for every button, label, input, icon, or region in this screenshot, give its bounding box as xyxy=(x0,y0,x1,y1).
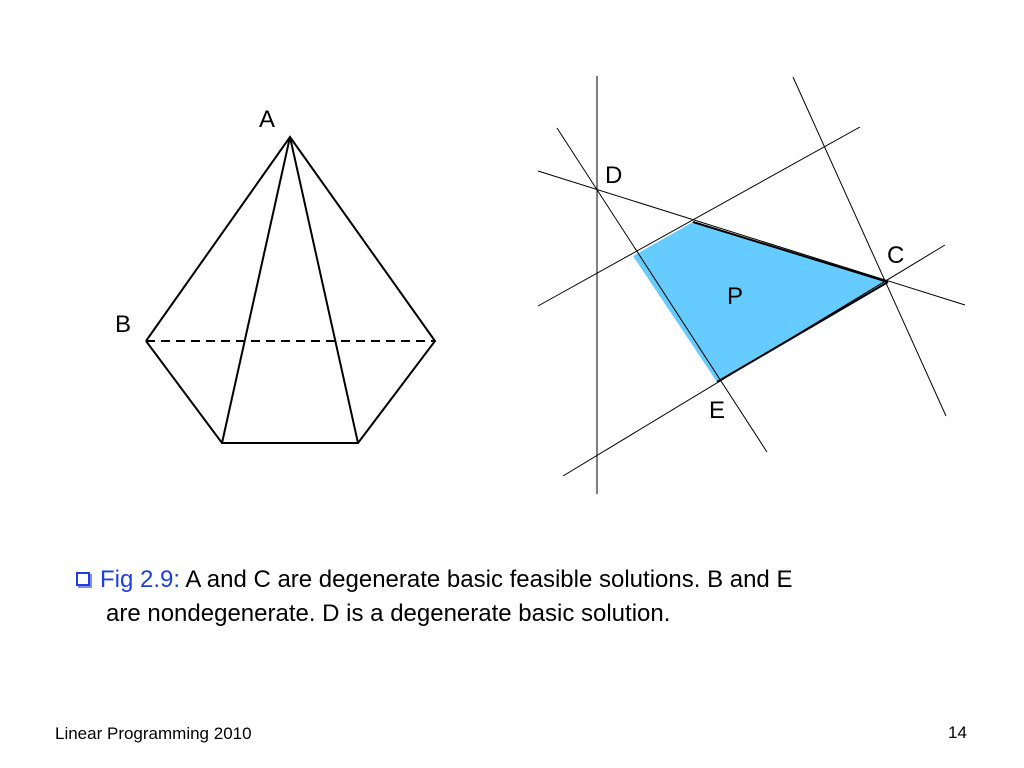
page-number: 14 xyxy=(948,723,967,742)
figure-reference: Fig 2.9: xyxy=(100,566,181,593)
pyramid-outline-edge xyxy=(146,137,435,443)
caption-line-1: A and C are degenerate basic feasible solutions. B and E xyxy=(180,566,793,593)
pyramid-edge-a-front-right xyxy=(290,137,358,443)
vertex-label-e: E xyxy=(709,397,726,424)
vertex-label-b: B xyxy=(115,311,132,338)
vertex-label-d: D xyxy=(605,162,623,189)
caption-line-2: are nondegenerate. D is a degenerate basic solution. xyxy=(106,600,671,627)
caption xyxy=(76,563,976,631)
vertex-label-a: A xyxy=(259,106,276,133)
pyramid-figure xyxy=(146,137,435,443)
vertex-label-c: C xyxy=(887,242,905,269)
pyramid-edge-a-front-left xyxy=(222,137,290,443)
constraint-line-right xyxy=(793,77,946,416)
region-label-p: P xyxy=(727,283,744,310)
feasible-region-p xyxy=(633,222,888,382)
footer-title: Linear Programming 2010 xyxy=(55,724,252,743)
checkbox-bullet-icon xyxy=(76,572,90,586)
